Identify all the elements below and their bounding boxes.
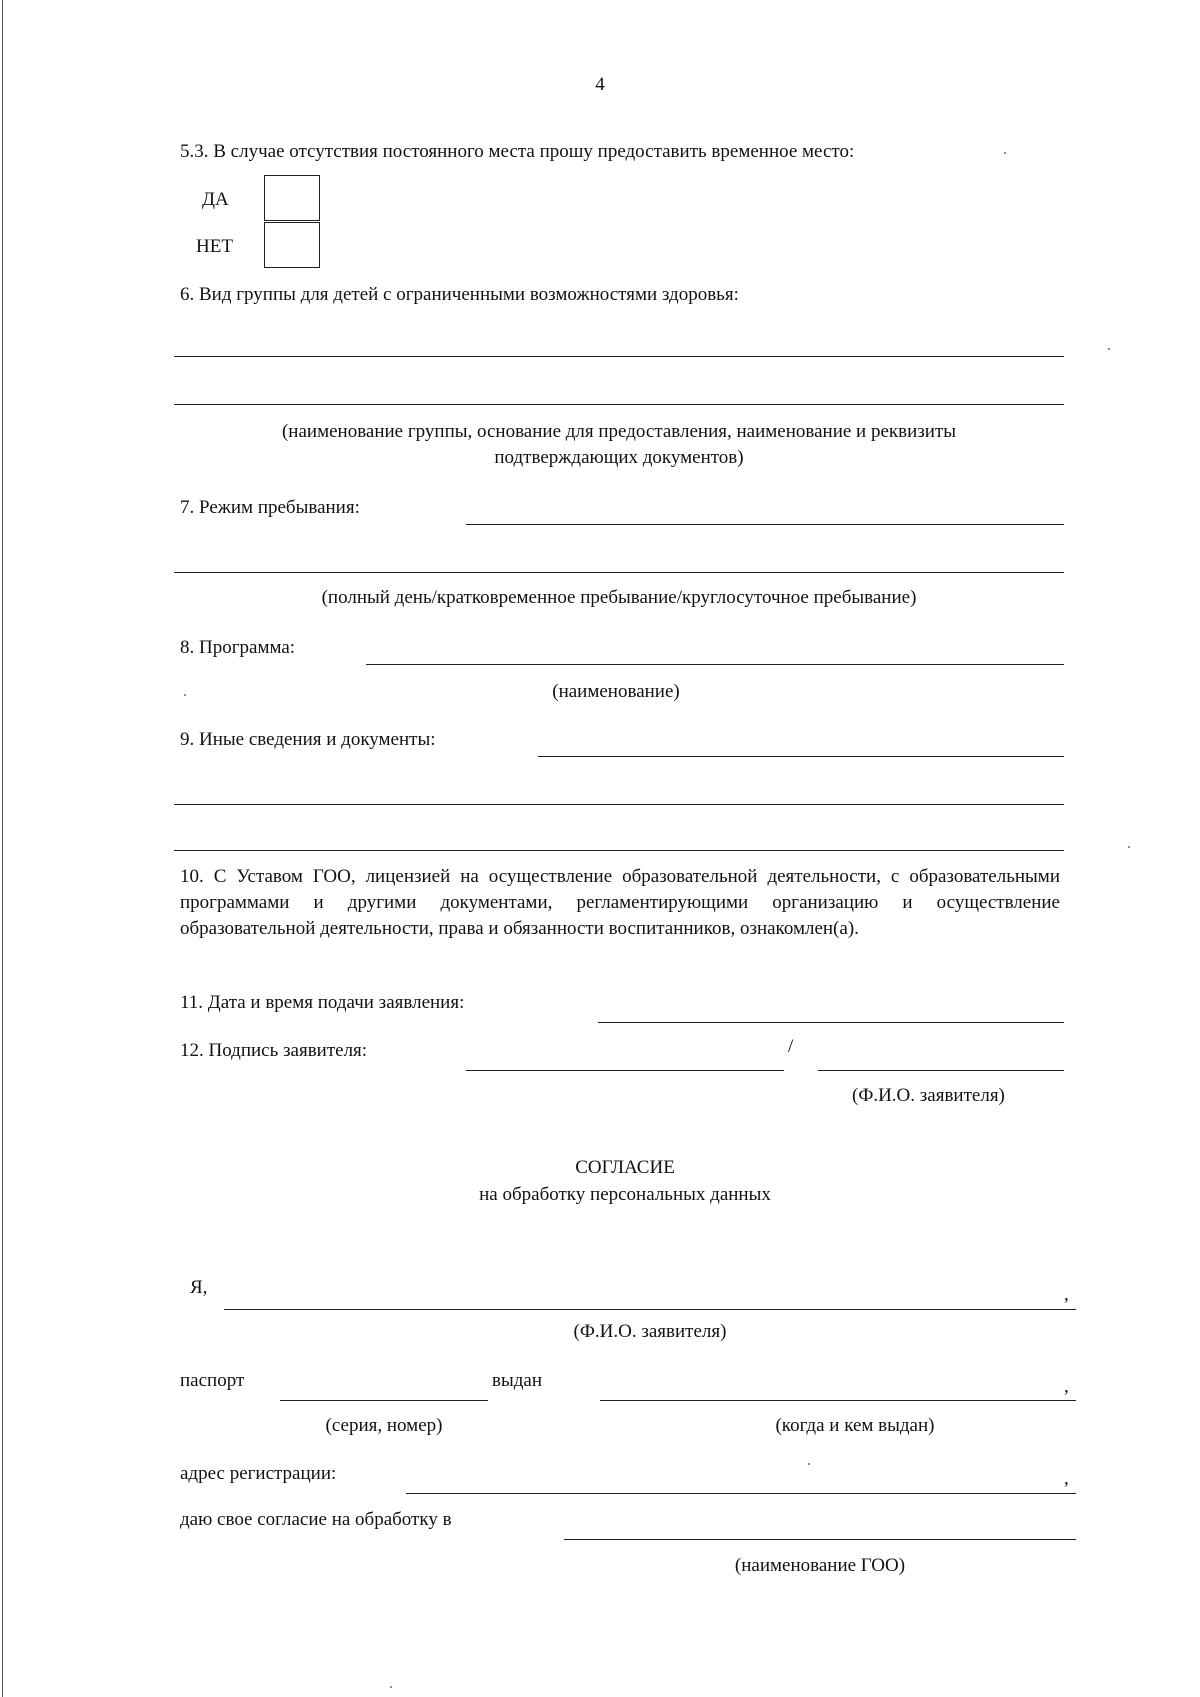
section-6-caption-2: подтверждающих документов): [494, 447, 744, 468]
option-yes-label: ДА: [202, 189, 229, 210]
consent-fio-caption: (Ф.И.О. заявителя): [573, 1321, 727, 1342]
option-no-label: НЕТ: [196, 236, 233, 257]
option-no-checkbox[interactable]: [264, 222, 320, 268]
scan-speck: [808, 1463, 810, 1465]
signature-line[interactable]: [466, 1070, 784, 1071]
consent-comma-3: ,: [1064, 1468, 1069, 1489]
section-10-text: 10. С Уставом ГОО, лицензией на осуществление образовательной деятельности, с образовательными программами и другими документами, регламентирующими организацию и осуществление образовательной деятельности, права и обязанности воспитанников, ознакомлен(а).: [180, 866, 1060, 939]
consent-ya: Я,: [190, 1277, 208, 1298]
section-9-line-2[interactable]: [174, 804, 1064, 805]
consent-subtitle: на обработку персональных данных: [479, 1184, 771, 1205]
goo-name-caption: (наименование ГОО): [734, 1555, 906, 1576]
section-9-label: 9. Иные сведения и документы:: [180, 729, 436, 750]
page-edge: [2, 0, 3, 1697]
option-yes-checkbox[interactable]: [264, 175, 320, 221]
section-9-line-1[interactable]: [538, 756, 1064, 757]
section-8-caption: (наименование): [552, 681, 680, 702]
consent-agree-label: даю свое согласие на обработку в: [180, 1509, 452, 1530]
consent-title: СОГЛАСИЕ: [575, 1157, 675, 1178]
section-8-line[interactable]: [366, 664, 1064, 665]
section-6-label: 6. Вид группы для детей с ограниченными возможностями здоровья:: [180, 284, 739, 305]
scan-speck: [390, 1686, 392, 1688]
scan-speck: [184, 694, 186, 696]
applicant-name-line[interactable]: [818, 1070, 1064, 1071]
page-number: 4: [595, 74, 605, 95]
consent-issued-label: выдан: [492, 1370, 543, 1391]
passport-issued-caption: (когда и кем выдан): [775, 1415, 935, 1436]
section-8-label: 8. Программа:: [180, 637, 296, 658]
section-7-line-1[interactable]: [466, 524, 1064, 525]
consent-comma-1: ,: [1064, 1284, 1069, 1305]
section-7-line-2[interactable]: [174, 572, 1064, 573]
section-7-caption: (полный день/кратковременное пребывание/круглосуточное пребывание): [321, 587, 917, 608]
section-6-caption-1: (наименование группы, основание для предоставления, наименование и реквизиты: [281, 421, 957, 442]
consent-passport-label: паспорт: [180, 1370, 245, 1391]
section-6-line-2[interactable]: [174, 404, 1064, 405]
passport-number-line[interactable]: [280, 1400, 488, 1401]
goo-name-line[interactable]: [564, 1539, 1076, 1540]
address-line[interactable]: [406, 1493, 1076, 1494]
passport-series-caption: (серия, номер): [325, 1415, 443, 1436]
passport-issued-line[interactable]: [600, 1400, 1076, 1401]
section-7-label: 7. Режим пребывания:: [180, 497, 360, 518]
section-11-line[interactable]: [598, 1022, 1064, 1023]
section-12-caption: (Ф.И.О. заявителя): [852, 1085, 1005, 1106]
section-11-label: 11. Дата и время подачи заявления:: [180, 992, 465, 1013]
section-6-line-1[interactable]: [174, 356, 1064, 357]
consent-comma-2: ,: [1064, 1376, 1069, 1397]
section-9-line-3[interactable]: [174, 850, 1064, 851]
consent-fio-line[interactable]: [224, 1309, 1076, 1310]
signature-slash: /: [788, 1036, 794, 1057]
scan-speck: [1004, 152, 1006, 154]
scan-speck: [1128, 846, 1130, 848]
section-12-label: 12. Подпись заявителя:: [180, 1040, 368, 1061]
consent-address-label: адрес регистрации:: [180, 1463, 337, 1484]
scan-speck: [1108, 348, 1110, 350]
section-5-3-label: 5.3. В случае отсутствия постоянного места прошу предоставить временное место:: [180, 141, 855, 162]
